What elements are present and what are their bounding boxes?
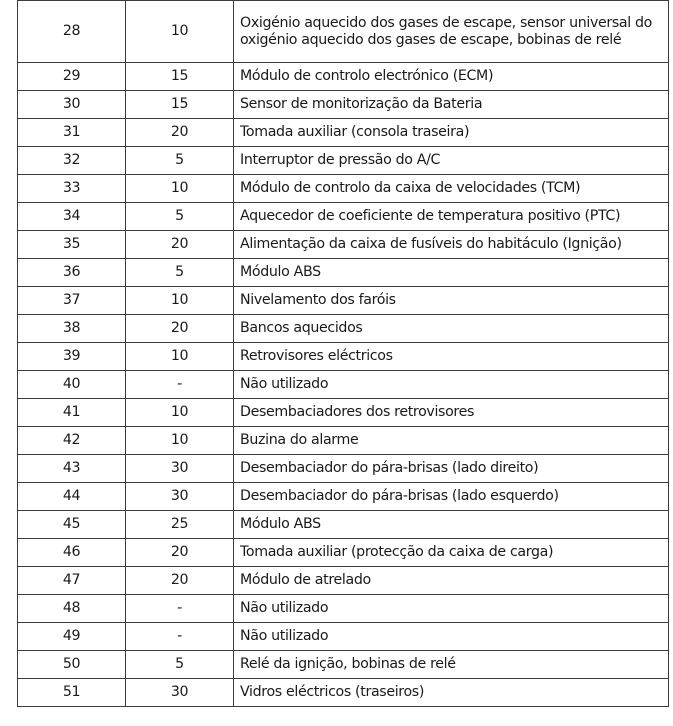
amperage-cell: 5 xyxy=(126,259,234,287)
fuse-number-cell: 38 xyxy=(18,315,126,343)
amperage-cell: 10 xyxy=(126,343,234,371)
table-row xyxy=(18,455,669,483)
amperage-cell: 5 xyxy=(126,147,234,175)
circuit-description-cell: Desembaciadores dos retrovisores xyxy=(234,399,669,427)
table-row xyxy=(18,679,669,707)
fuse-number-cell: 39 xyxy=(18,343,126,371)
amperage-cell: 10 xyxy=(126,175,234,203)
fuse-number-cell: 42 xyxy=(18,427,126,455)
fuse-number-cell: 29 xyxy=(18,63,126,91)
circuit-description-cell: Módulo de controlo electrónico (ECM) xyxy=(234,63,669,91)
fuse-number-cell: 49 xyxy=(18,623,126,651)
table-row xyxy=(18,511,669,539)
fuse-number-cell: 28 xyxy=(18,1,126,63)
table-row xyxy=(18,623,669,651)
table-row xyxy=(18,539,669,567)
fuse-number-cell: 34 xyxy=(18,203,126,231)
table-row xyxy=(18,651,669,679)
amperage-cell: - xyxy=(126,623,234,651)
fuse-number-cell: 43 xyxy=(18,455,126,483)
table-row xyxy=(18,1,669,63)
table-row xyxy=(18,119,669,147)
table-row xyxy=(18,399,669,427)
table-row xyxy=(18,63,669,91)
fuse-number-cell: 51 xyxy=(18,679,126,707)
fuse-table-body xyxy=(18,1,669,707)
amperage-cell: 10 xyxy=(126,427,234,455)
amperage-cell: 15 xyxy=(126,63,234,91)
circuit-description-cell: Módulo ABS xyxy=(234,259,669,287)
circuit-description-cell: Desembaciador do pára-brisas (lado direito) xyxy=(234,455,669,483)
amperage-cell: 20 xyxy=(126,539,234,567)
amperage-cell: 25 xyxy=(126,511,234,539)
amperage-cell: 30 xyxy=(126,455,234,483)
circuit-description-cell: Bancos aquecidos xyxy=(234,315,669,343)
fuse-number-cell: 36 xyxy=(18,259,126,287)
table-row xyxy=(18,147,669,175)
fuse-number-cell: 32 xyxy=(18,147,126,175)
table-row xyxy=(18,175,669,203)
fuse-table xyxy=(17,0,669,707)
amperage-cell: 20 xyxy=(126,231,234,259)
circuit-description-cell: Tomada auxiliar (consola traseira) xyxy=(234,119,669,147)
circuit-description-cell: Não utilizado xyxy=(234,595,669,623)
amperage-cell: 20 xyxy=(126,119,234,147)
amperage-cell: 10 xyxy=(126,399,234,427)
circuit-description-cell: Módulo de atrelado xyxy=(234,567,669,595)
amperage-cell: 20 xyxy=(126,567,234,595)
amperage-cell: 20 xyxy=(126,315,234,343)
table-row xyxy=(18,287,669,315)
circuit-description-cell: Módulo de controlo da caixa de velocidades (TCM) xyxy=(234,175,669,203)
table-row xyxy=(18,231,669,259)
amperage-cell: 5 xyxy=(126,651,234,679)
circuit-description-cell: Oxigénio aquecido dos gases de escape, sensor universal do oxigénio aquecido dos gases de escape, bobinas de relé xyxy=(234,1,669,63)
circuit-description-cell: Retrovisores eléctricos xyxy=(234,343,669,371)
amperage-cell: 10 xyxy=(126,1,234,63)
amperage-cell: 5 xyxy=(126,203,234,231)
table-row xyxy=(18,315,669,343)
circuit-description-cell: Interruptor de pressão do A/C xyxy=(234,147,669,175)
fuse-number-cell: 48 xyxy=(18,595,126,623)
table-row xyxy=(18,371,669,399)
fuse-number-cell: 40 xyxy=(18,371,126,399)
amperage-cell: 30 xyxy=(126,679,234,707)
fuse-number-cell: 41 xyxy=(18,399,126,427)
table-row xyxy=(18,567,669,595)
table-row xyxy=(18,483,669,511)
amperage-cell: 10 xyxy=(126,287,234,315)
table-row xyxy=(18,595,669,623)
table-row xyxy=(18,203,669,231)
table-row xyxy=(18,259,669,287)
circuit-description-cell: Desembaciador do pára-brisas (lado esquerdo) xyxy=(234,483,669,511)
circuit-description-cell: Nivelamento dos faróis xyxy=(234,287,669,315)
fuse-number-cell: 37 xyxy=(18,287,126,315)
fuse-number-cell: 47 xyxy=(18,567,126,595)
circuit-description-cell: Aquecedor de coeficiente de temperatura positivo (PTC) xyxy=(234,203,669,231)
circuit-description-cell: Sensor de monitorização da Bateria xyxy=(234,91,669,119)
circuit-description-cell: Não utilizado xyxy=(234,623,669,651)
amperage-cell: 30 xyxy=(126,483,234,511)
amperage-cell: - xyxy=(126,371,234,399)
circuit-description-cell: Não utilizado xyxy=(234,371,669,399)
fuse-number-cell: 45 xyxy=(18,511,126,539)
table-row xyxy=(18,427,669,455)
fuse-number-cell: 44 xyxy=(18,483,126,511)
fuse-number-cell: 50 xyxy=(18,651,126,679)
circuit-description-cell: Alimentação da caixa de fusíveis do habitáculo (Ignição) xyxy=(234,231,669,259)
fuse-number-cell: 33 xyxy=(18,175,126,203)
fuse-number-cell: 31 xyxy=(18,119,126,147)
table-row xyxy=(18,91,669,119)
circuit-description-cell: Buzina do alarme xyxy=(234,427,669,455)
fuse-number-cell: 46 xyxy=(18,539,126,567)
fuse-number-cell: 35 xyxy=(18,231,126,259)
circuit-description-cell: Vidros eléctricos (traseiros) xyxy=(234,679,669,707)
table-row xyxy=(18,343,669,371)
amperage-cell: 15 xyxy=(126,91,234,119)
amperage-cell: - xyxy=(126,595,234,623)
circuit-description-cell: Tomada auxiliar (protecção da caixa de carga) xyxy=(234,539,669,567)
circuit-description-cell: Módulo ABS xyxy=(234,511,669,539)
circuit-description-cell: Relé da ignição, bobinas de relé xyxy=(234,651,669,679)
fuse-number-cell: 30 xyxy=(18,91,126,119)
